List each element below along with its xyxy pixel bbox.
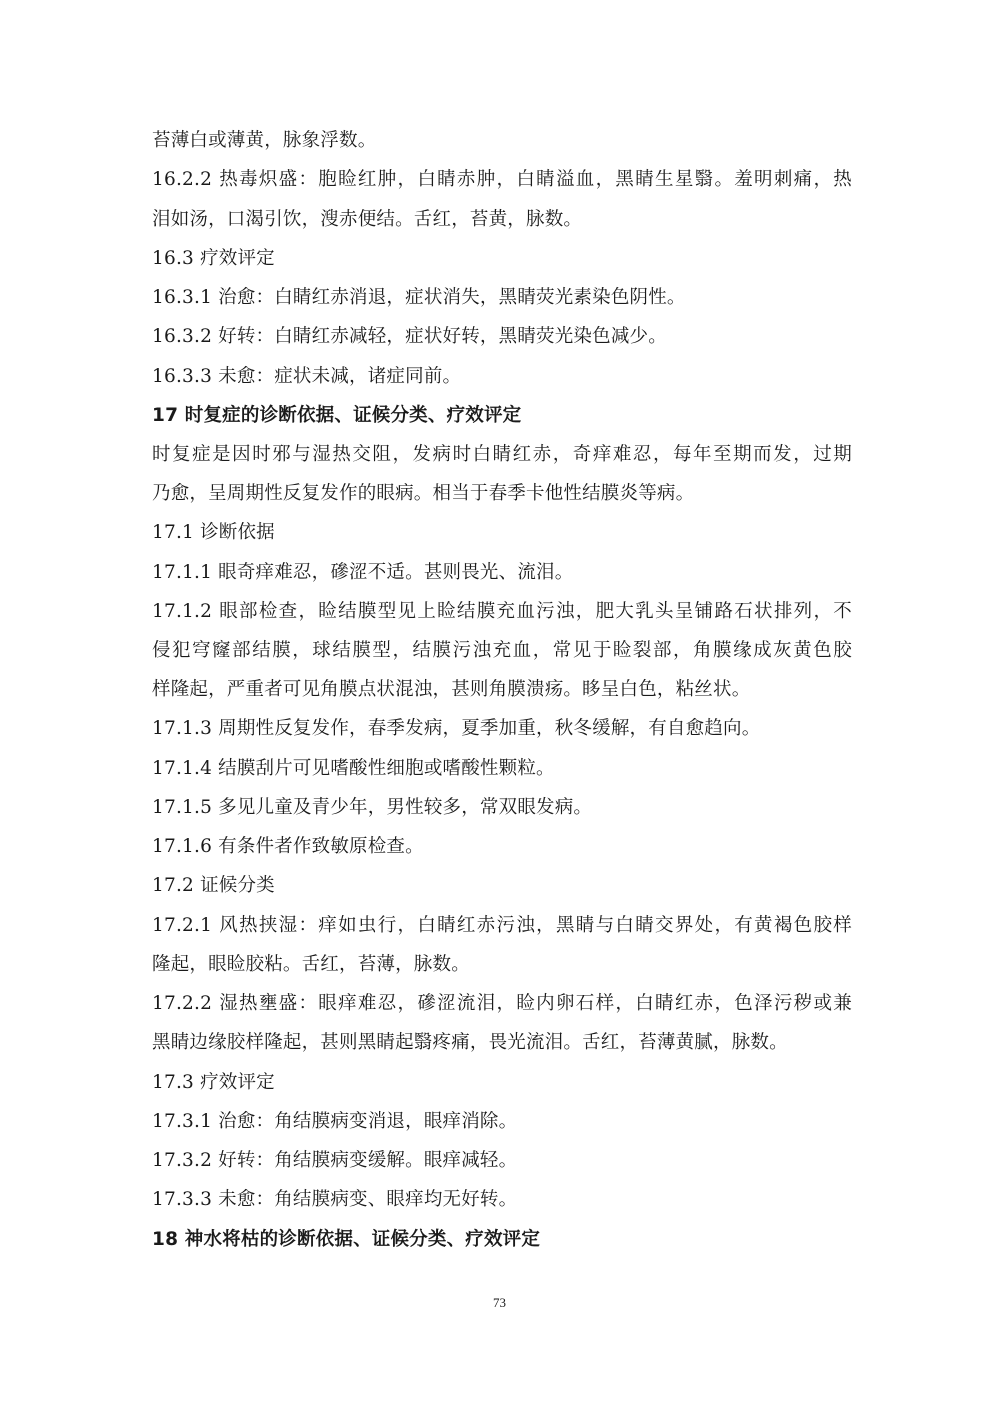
text-line: 16.3.3 未愈：症状未减，诸症同前。 (152, 366, 462, 387)
section-heading: 17.3 疗效评定 (152, 1072, 275, 1093)
text-line: 隆起，眼睑胶粘。舌红，苔薄，脉数。 (152, 954, 470, 975)
section-heading: 17.1 诊断依据 (152, 522, 275, 543)
text-line: 17.1.3 周期性反复发作，春季发病，夏季加重，秋冬缓解，有自愈趋向。 (152, 718, 761, 739)
section-heading: 16.3 疗效评定 (152, 248, 275, 269)
section-heading: 17.2 证候分类 (152, 875, 275, 896)
text-line: 侵犯穹窿部结膜，球结膜型，结膜污浊充血，常见于睑裂部，角膜缘成灰黄色胶 (152, 640, 852, 661)
text-line: 16.2.2 热毒炽盛：胞睑红肿，白睛赤肿，白睛溢血，黑睛生星翳。羞明刺痛，热 (152, 169, 852, 190)
text-line: 乃愈，呈周期性反复发作的眼病。相当于春季卡他性结膜炎等病。 (152, 483, 695, 504)
text-line: 17.2.1 风热挟湿：痒如虫行，白睛红赤污浊，黑睛与白睛交界处，有黄褐色胶样 (152, 915, 852, 936)
text-line: 17.1.5 多见儿童及青少年，男性较多，常双眼发病。 (152, 797, 593, 818)
text-line: 17.3.1 治愈：角结膜病变消退，眼痒消除。 (152, 1111, 518, 1132)
text-line: 17.3.3 未愈：角结膜病变、眼痒均无好转。 (152, 1189, 518, 1210)
text-line: 时复症是因时邪与湿热交阻，发病时白睛红赤，奇痒难忍，每年至期而发，过期 (152, 444, 852, 465)
chapter-heading: 17 时复症的诊断依据、证候分类、疗效评定 (152, 405, 522, 426)
text-line: 苔薄白或薄黄，脉象浮数。 (152, 130, 377, 151)
text-line: 17.1.6 有条件者作致敏原检查。 (152, 836, 424, 857)
text-line: 17.3.2 好转：角结膜病变缓解。眼痒减轻。 (152, 1150, 518, 1171)
text-line: 泪如汤，口渴引饮，溲赤便结。舌红，苔黄，脉数。 (152, 209, 583, 230)
text-line: 样隆起，严重者可见角膜点状混浊，甚则角膜溃疡。眵呈白色，粘丝状。 (152, 679, 751, 700)
text-line: 16.3.1 治愈：白睛红赤消退，症状消失，黑睛荧光素染色阴性。 (152, 287, 686, 308)
text-line: 16.3.2 好转：白睛红赤减轻，症状好转，黑睛荧光染色减少。 (152, 326, 667, 347)
text-line: 17.1.1 眼奇痒难忍，磣涩不适。甚则畏光、流泪。 (152, 562, 574, 583)
text-line: 17.1.4 结膜刮片可见嗜酸性细胞或嗜酸性颗粒。 (152, 758, 555, 779)
text-line: 黑睛边缘胶样隆起，甚则黑睛起翳疼痛，畏光流泪。舌红，苔薄黄腻，脉数。 (152, 1032, 788, 1053)
text-line: 17.2.2 湿热壅盛：眼痒难忍，磣涩流泪，睑内卵石样，白睛红赤，色泽污秽或兼 (152, 993, 852, 1014)
chapter-heading: 18 神水将枯的诊断依据、证候分类、疗效评定 (152, 1229, 541, 1250)
text-line: 17.1.2 眼部检查，睑结膜型见上睑结膜充血污浊，肥大乳头呈铺路石状排列，不 (152, 601, 852, 622)
page-number: 73 (493, 1295, 506, 1310)
